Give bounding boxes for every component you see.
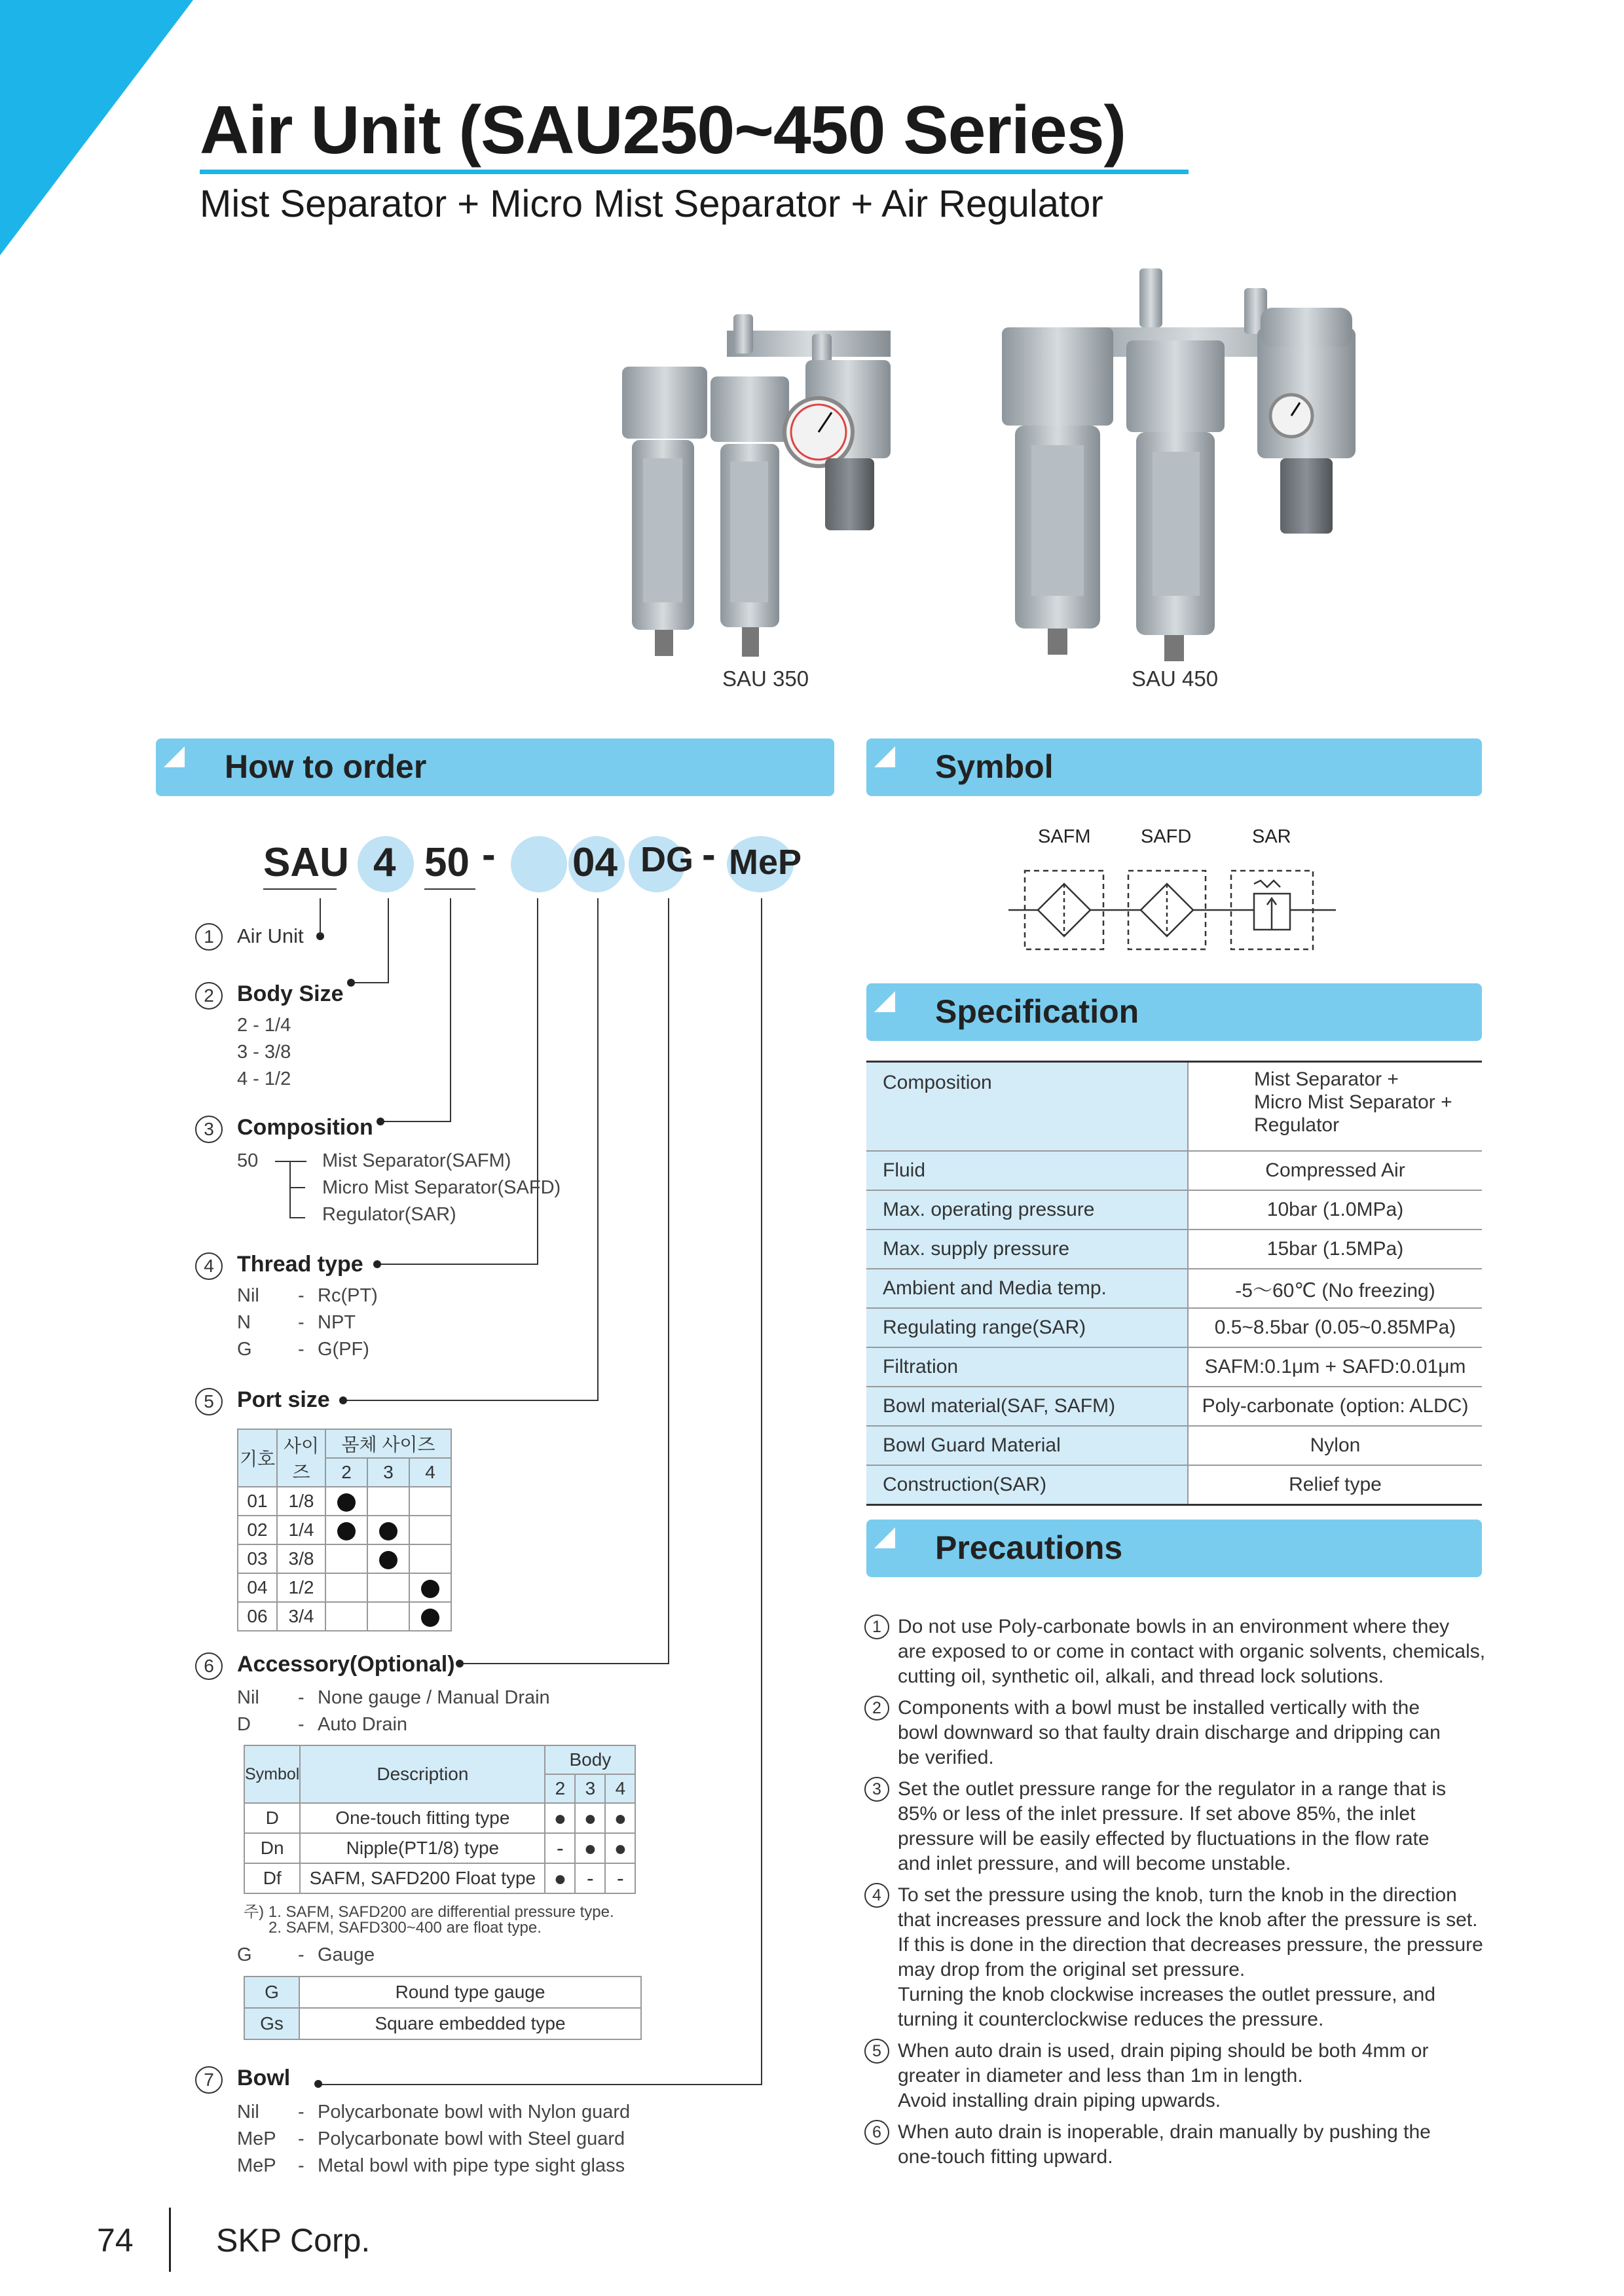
- connector-line: [388, 898, 389, 983]
- connector-line: [354, 982, 389, 983]
- availability-cell: [409, 1602, 451, 1631]
- port-table-header: 사이즈: [277, 1429, 325, 1487]
- precaution-line: cutting oil, synthetic oil, alkali, and thread lock solutions.: [898, 1666, 1384, 1687]
- drain-note: 주) 1. SAFM, SAFD200 are differential pressure type.: [244, 1903, 614, 1921]
- code-prefix: SAU: [263, 840, 349, 885]
- port-size: 1/8: [277, 1487, 325, 1516]
- precaution-line: Components with a bowl must be installed vertically with the: [898, 1697, 1420, 1719]
- available-dot-icon: [337, 1493, 356, 1512]
- drain-table-header: 4: [605, 1774, 635, 1803]
- page-number: 74: [97, 2222, 134, 2259]
- header-corner-icon: [874, 746, 895, 767]
- spec-key: Regulating range(SAR): [866, 1308, 1188, 1347]
- drain-description: One-touch fitting type: [300, 1803, 545, 1833]
- drain-table-row: [244, 1863, 635, 1893]
- accessory-dash: -: [298, 1714, 304, 1735]
- spec-value: 10bar (1.0MPa): [1188, 1190, 1482, 1230]
- spec-row: [866, 1347, 1482, 1387]
- drain-symbol: Dn: [244, 1833, 300, 1863]
- precaution-number: 4: [864, 1883, 889, 1908]
- drain-description: SAFM, SAFD200 Float type: [300, 1863, 545, 1893]
- spec-key: Max. operating pressure: [866, 1190, 1188, 1230]
- code-accessory: DG: [640, 840, 693, 879]
- item-number-badge: 3: [195, 1116, 223, 1143]
- spec-key: Ambient and Media temp.: [866, 1269, 1188, 1308]
- spec-value: Relief type: [1188, 1465, 1482, 1505]
- section-title: Specification: [935, 993, 1139, 1030]
- precaution-line: Avoid installing drain piping upwards.: [898, 2090, 1221, 2111]
- connector-line: [458, 1663, 669, 1664]
- availability-cell: [409, 1487, 451, 1516]
- connector-line: [380, 1264, 538, 1265]
- product-caption: SAU 350: [722, 666, 809, 691]
- precaution-line: may drop from the original set pressure.: [898, 1959, 1246, 1980]
- precaution-item: [864, 1883, 1486, 2032]
- drain-table: [244, 1745, 636, 1894]
- precaution-line: greater in diameter and less than 1m in length.: [898, 2065, 1303, 2086]
- port-size: 3/8: [277, 1544, 325, 1573]
- available-dot-icon: [379, 1522, 397, 1540]
- gauge-code: G: [237, 1944, 252, 1965]
- spec-value: Poly-carbonate (option: ALDC): [1188, 1387, 1482, 1426]
- connector-line: [537, 898, 538, 1265]
- spec-key: Construction(SAR): [866, 1465, 1188, 1505]
- spec-value: Compressed Air: [1188, 1151, 1482, 1190]
- header-corner-icon: [164, 746, 185, 767]
- bowl-code: Nil: [237, 2102, 259, 2123]
- port-code: 06: [238, 1602, 277, 1631]
- thread-dash: -: [298, 1339, 304, 1360]
- drain-availability: ●: [575, 1803, 605, 1833]
- connector-line: [450, 898, 451, 1122]
- precaution-line: pressure will be easily effected by fluctuations in the flow rate: [898, 1828, 1430, 1850]
- bowl-value: Polycarbonate bowl with Steel guard: [318, 2128, 625, 2149]
- pneumatic-symbol-diagram: [1008, 864, 1336, 956]
- spec-row: [866, 1426, 1482, 1465]
- precaution-line: Turning the knob clockwise increases the outlet pressure, and: [898, 1984, 1436, 2005]
- spec-composition-line: Micro Mist Separator +: [1254, 1091, 1452, 1113]
- spec-composition-line: Regulator: [1254, 1114, 1340, 1136]
- spec-composition-line: Mist Separator +: [1254, 1068, 1399, 1090]
- item-label: Composition: [237, 1115, 373, 1140]
- spec-value-composition: [1188, 1062, 1482, 1152]
- drain-table-body: [244, 1803, 635, 1893]
- availability-cell: [325, 1516, 367, 1544]
- thread-dash: -: [298, 1312, 304, 1333]
- accessory-code: Nil: [237, 1687, 259, 1708]
- port-table-header: 2: [325, 1458, 367, 1487]
- drain-availability: -: [605, 1863, 635, 1893]
- availability-cell: [325, 1544, 367, 1573]
- spec-value: 0.5~8.5bar (0.05~0.85MPa): [1188, 1308, 1482, 1347]
- code-underline: [424, 888, 475, 890]
- section-title: Precautions: [935, 1529, 1123, 1566]
- precaution-line: bowl downward so that faulty drain discharge and dripping can: [898, 1722, 1441, 1743]
- thread-code: N: [237, 1312, 251, 1333]
- port-table-row: [238, 1487, 451, 1516]
- precaution-line: be verified.: [898, 1747, 994, 1768]
- availability-cell: [367, 1544, 409, 1573]
- connector-line: [383, 1121, 451, 1122]
- bowl-value: Polycarbonate bowl with Nylon guard: [318, 2102, 631, 2123]
- leader-dot: [377, 1118, 384, 1125]
- drain-table-header: Symbol: [244, 1745, 300, 1803]
- port-table-row: [238, 1573, 451, 1602]
- gauge-symbol: Gs: [244, 2008, 299, 2039]
- port-table-row: [238, 1544, 451, 1573]
- drain-table-row: [244, 1833, 635, 1863]
- connector-line: [320, 898, 321, 935]
- product-image-sau450: [995, 268, 1414, 681]
- spec-row: [866, 1190, 1482, 1230]
- availability-cell: [367, 1487, 409, 1516]
- drain-table-header: Description: [300, 1745, 545, 1803]
- spec-row: [866, 1308, 1482, 1347]
- spec-value: -5～60℃ (No freezing): [1188, 1269, 1482, 1308]
- precaution-item: [864, 1696, 1486, 1770]
- bracket-line: [289, 1187, 305, 1188]
- bowl-value: Metal bowl with pipe type sight glass: [318, 2155, 625, 2176]
- section-header-how-to-order: [156, 738, 834, 796]
- header-corner-icon: [874, 1527, 895, 1548]
- spec-key: Composition: [866, 1062, 1188, 1152]
- precaution-line: Do not use Poly-carbonate bowls in an environment where they: [898, 1616, 1450, 1637]
- leader-dot: [347, 979, 355, 987]
- code-composition: 50: [424, 840, 470, 885]
- precaution-number: 6: [864, 2120, 889, 2145]
- code-dash: -: [482, 832, 496, 877]
- spec-key: Fluid: [866, 1151, 1188, 1190]
- connector-line: [320, 898, 321, 900]
- item-number-badge: 2: [195, 982, 223, 1010]
- section-title: Symbol: [935, 748, 1054, 785]
- precaution-line: To set the pressure using the knob, turn the knob in the direction: [898, 1884, 1457, 1906]
- drain-availability: ●: [545, 1863, 575, 1893]
- spec-row: [866, 1230, 1482, 1269]
- connector-line: [597, 898, 599, 1401]
- gauge-description: Round type gauge: [299, 1977, 641, 2008]
- body-size-option: 2 - 1/4: [237, 1015, 291, 1036]
- item-label: Port size: [237, 1387, 330, 1412]
- available-dot-icon: [337, 1522, 356, 1540]
- product-image-sau350: [616, 268, 930, 681]
- title-underline: [200, 170, 1189, 174]
- item-label: Thread type: [237, 1252, 363, 1277]
- precaution-line: 85% or less of the inlet pressure. If set above 85%, the inlet: [898, 1803, 1416, 1825]
- precaution-number: 1: [864, 1614, 889, 1639]
- leader-dot: [456, 1660, 464, 1667]
- specification-table: [866, 1061, 1482, 1506]
- port-table-row: [238, 1602, 451, 1631]
- bowl-dash: -: [298, 2155, 304, 2176]
- symbol-label: SAFM: [1038, 826, 1091, 847]
- availability-cell: [367, 1573, 409, 1602]
- product-caption: SAU 450: [1132, 666, 1219, 691]
- spec-key: Bowl material(SAF, SAFM): [866, 1387, 1188, 1426]
- availability-cell: [325, 1573, 367, 1602]
- corner-accent: [0, 0, 193, 255]
- header-corner-icon: [874, 991, 895, 1012]
- body-size-option: 4 - 1/2: [237, 1068, 291, 1089]
- port-size: 1/4: [277, 1516, 325, 1544]
- connector-line: [668, 898, 669, 1664]
- precaution-number: 2: [864, 1696, 889, 1721]
- connector-line: [342, 1400, 599, 1401]
- drain-availability: ●: [605, 1833, 635, 1863]
- precaution-number: 5: [864, 2039, 889, 2064]
- spec-value: SAFM:0.1μm + SAFD:0.01μm: [1188, 1347, 1482, 1387]
- gauge-table: [244, 1976, 642, 2040]
- spec-key: Filtration: [866, 1347, 1188, 1387]
- thread-value: G(PF): [318, 1339, 369, 1360]
- gauge-dash: -: [298, 1944, 304, 1965]
- drain-symbol: Df: [244, 1863, 300, 1893]
- drain-table-header: 3: [575, 1774, 605, 1803]
- drain-table-header: Body: [545, 1745, 635, 1774]
- symbol-label: SAFD: [1141, 826, 1192, 847]
- drain-availability: ●: [575, 1833, 605, 1863]
- spec-row: [866, 1465, 1482, 1505]
- item-number-badge: 7: [195, 2066, 223, 2094]
- drain-table-header: 2: [545, 1774, 575, 1803]
- availability-cell: [367, 1516, 409, 1544]
- item-label: Accessory(Optional): [237, 1652, 455, 1677]
- precaution-line: If this is done in the direction that decreases pressure, the pressure: [898, 1934, 1483, 1956]
- footer-divider: [169, 2208, 171, 2272]
- port-size: 3/4: [277, 1602, 325, 1631]
- thread-code: Nil: [237, 1285, 259, 1306]
- bracket-line: [275, 1161, 306, 1162]
- bowl-code: MeP: [237, 2128, 276, 2149]
- thread-dash: -: [298, 1285, 304, 1306]
- composition-code: 50: [237, 1150, 259, 1171]
- availability-cell: [367, 1602, 409, 1631]
- precaution-line: When auto drain is used, drain piping should be both 4mm or: [898, 2040, 1429, 2062]
- drain-table-row: [244, 1803, 635, 1833]
- drain-note: 2. SAFM, SAFD300~400 are float type.: [268, 1919, 542, 1937]
- spec-row: [866, 1151, 1482, 1190]
- precaution-line: are exposed to or come in contact with organic solvents, chemicals,: [898, 1641, 1486, 1662]
- precaution-item: [864, 1777, 1486, 1876]
- composition-part: Micro Mist Separator(SAFD): [322, 1177, 561, 1198]
- spec-row: [866, 1269, 1482, 1308]
- spec-row: [866, 1387, 1482, 1426]
- drain-availability: -: [575, 1863, 605, 1893]
- page-title: Air Unit (SAU250~450 Series): [200, 92, 1126, 168]
- leader-dot: [373, 1260, 381, 1268]
- code-thread: 04: [572, 840, 618, 885]
- leader-dot: [314, 2080, 322, 2088]
- port-size-table: [237, 1429, 452, 1631]
- bowl-dash: -: [298, 2102, 304, 2123]
- spec-value: Nylon: [1188, 1426, 1482, 1465]
- connector-line: [761, 898, 762, 2085]
- port-table-row: [238, 1516, 451, 1544]
- spec-key: Bowl Guard Material: [866, 1426, 1188, 1465]
- port-table-header: 기호: [238, 1429, 277, 1487]
- bowl-code: MeP: [237, 2155, 276, 2176]
- spec-value: 15bar (1.5MPa): [1188, 1230, 1482, 1269]
- thread-value: Rc(PT): [318, 1285, 378, 1306]
- accessory-value: None gauge / Manual Drain: [318, 1687, 550, 1708]
- page-subtitle: Mist Separator + Micro Mist Separator + Air Regulator: [200, 183, 1103, 225]
- availability-cell: [325, 1602, 367, 1631]
- item-label: Bowl: [237, 2066, 291, 2090]
- item-label: Air Unit: [237, 924, 304, 947]
- port-table-header: 3: [367, 1458, 409, 1487]
- precaution-line: turning it counterclockwise reduces the pressure.: [898, 2009, 1324, 2030]
- bracket-line: [289, 1161, 291, 1218]
- port-code: 03: [238, 1544, 277, 1573]
- drain-symbol: D: [244, 1803, 300, 1833]
- item-number-badge: 6: [195, 1652, 223, 1680]
- composition-part: Regulator(SAR): [322, 1204, 456, 1225]
- footer-company: SKP Corp.: [216, 2222, 371, 2259]
- accessory-dash: -: [298, 1687, 304, 1708]
- leader-dot: [339, 1396, 347, 1404]
- item-number-badge: 1: [195, 923, 223, 951]
- available-dot-icon: [421, 1580, 439, 1598]
- code-size: 4: [373, 840, 396, 885]
- connector-line: [320, 2084, 762, 2085]
- port-table-body: [238, 1487, 451, 1631]
- availability-cell: [325, 1487, 367, 1516]
- item-number-badge: 4: [195, 1252, 223, 1280]
- port-table-header: 몸체 사이즈: [325, 1429, 451, 1458]
- thread-code: G: [237, 1339, 252, 1360]
- precaution-number: 3: [864, 1777, 889, 1802]
- body-size-option: 3 - 3/8: [237, 1042, 291, 1063]
- availability-cell: [409, 1516, 451, 1544]
- code-bubble: [511, 836, 567, 892]
- drain-availability: ●: [545, 1803, 575, 1833]
- precaution-line: Set the outlet pressure range for the regulator in a range that is: [898, 1778, 1447, 1800]
- gauge-value: Gauge: [318, 1944, 375, 1965]
- precaution-line: one-touch fitting upward.: [898, 2146, 1113, 2168]
- item-label: Body Size: [237, 981, 344, 1006]
- section-header-precautions: [866, 1520, 1482, 1577]
- port-code: 02: [238, 1516, 277, 1544]
- item-number-badge: 5: [195, 1388, 223, 1415]
- port-code: 01: [238, 1487, 277, 1516]
- precaution-line: When auto drain is inoperable, drain manually by pushing the: [898, 2121, 1431, 2143]
- availability-cell: [409, 1573, 451, 1602]
- port-size: 1/2: [277, 1573, 325, 1602]
- precaution-line: that increases pressure and lock the knob after the pressure is set.: [898, 1909, 1478, 1931]
- port-code: 04: [238, 1573, 277, 1602]
- bracket-line: [289, 1217, 305, 1218]
- section-header-symbol: [866, 738, 1482, 796]
- precaution-item: [864, 2120, 1486, 2170]
- code-bowl: MeP: [729, 843, 802, 882]
- precaution-line: and inlet pressure, and will become unstable.: [898, 1853, 1291, 1874]
- composition-part: Mist Separator(SAFM): [322, 1150, 511, 1171]
- spec-rows: [866, 1151, 1482, 1505]
- code-underline: [263, 888, 337, 890]
- gauge-description: Square embedded type: [299, 2008, 641, 2039]
- precaution-item: [864, 1614, 1486, 1689]
- precaution-item: [864, 2039, 1486, 2113]
- symbol-label: SAR: [1252, 826, 1291, 847]
- port-table-header: 4: [409, 1458, 451, 1487]
- code-dash: -: [702, 832, 716, 877]
- gauge-symbol: G: [244, 1977, 299, 2008]
- available-dot-icon: [421, 1609, 439, 1627]
- available-dot-icon: [379, 1551, 397, 1569]
- accessory-code: D: [237, 1714, 251, 1735]
- section-header-specification: [866, 983, 1482, 1041]
- accessory-value: Auto Drain: [318, 1714, 408, 1735]
- thread-value: NPT: [318, 1312, 356, 1333]
- section-title: How to order: [225, 748, 427, 785]
- drain-availability: -: [545, 1833, 575, 1863]
- spec-key: Max. supply pressure: [866, 1230, 1188, 1269]
- drain-description: Nipple(PT1/8) type: [300, 1833, 545, 1863]
- bowl-dash: -: [298, 2128, 304, 2149]
- availability-cell: [409, 1544, 451, 1573]
- drain-availability: ●: [605, 1803, 635, 1833]
